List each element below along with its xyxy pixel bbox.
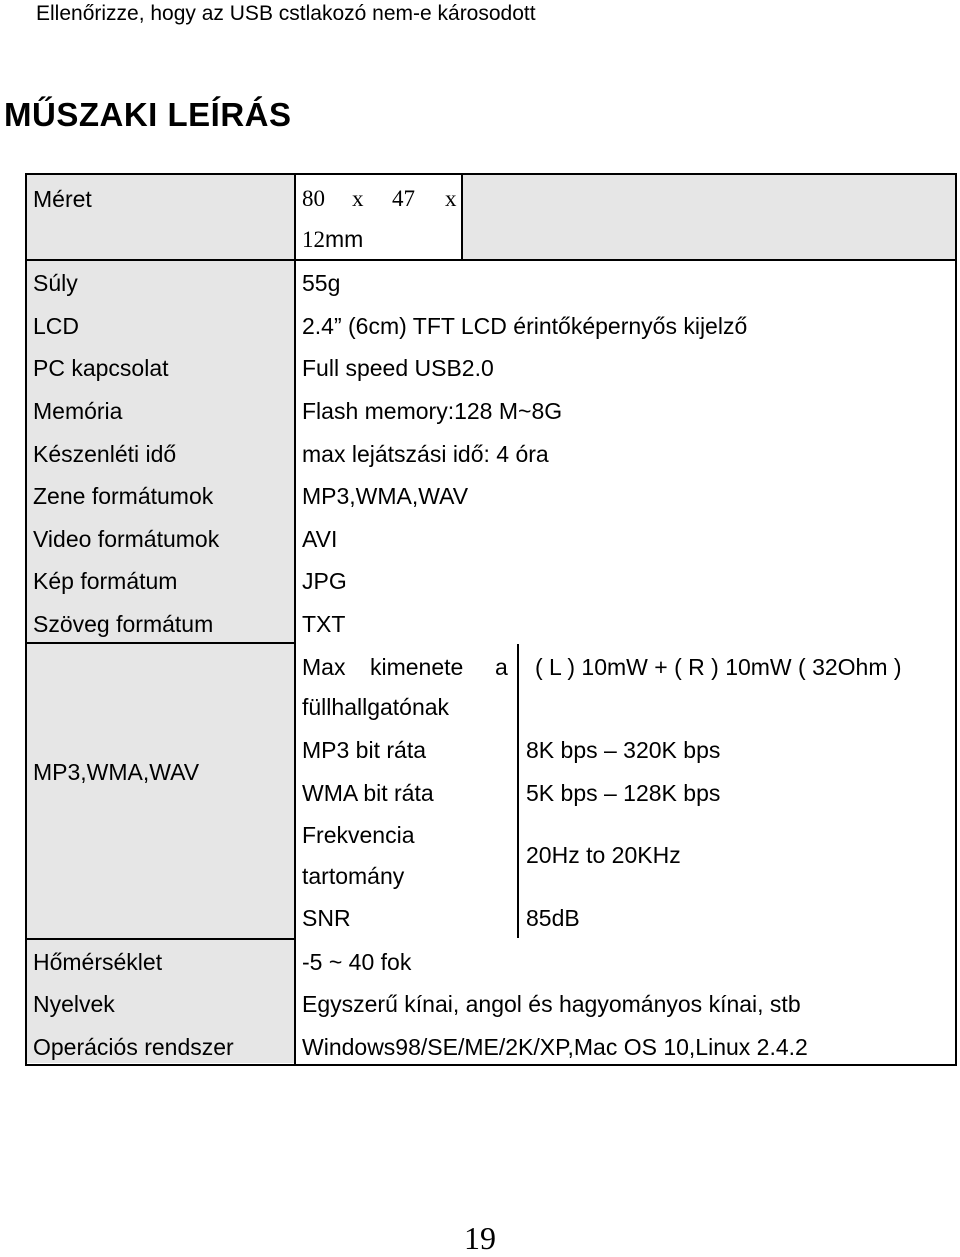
snr-value: 85dB <box>526 905 580 931</box>
label-size: Méret <box>33 186 92 212</box>
value-pc: Full speed USB2.0 <box>302 355 494 381</box>
value-languages: Egyszerű kínai, angol és hagyományos kínai, stb <box>302 991 801 1017</box>
label-standby: Készenléti idő <box>33 441 177 467</box>
value-video: AVI <box>302 526 338 552</box>
value-lcd: 2.4” (6cm) TFT LCD érintőképernyős kijelző <box>302 313 748 339</box>
label-image: Kép formátum <box>33 568 178 594</box>
frequency-value: 20Hz to 20KHz <box>526 842 681 868</box>
label-os: Operációs rendszer <box>33 1034 234 1060</box>
usb-check-note: Ellenőrizze, hogy az USB cstlakozó nem-e károsodott <box>36 2 536 25</box>
value-memory: Flash memory:128 M~8G <box>302 398 563 424</box>
label-memory: Memória <box>33 398 123 424</box>
value-music: MP3,WMA,WAV <box>302 483 469 509</box>
label-languages: Nyelvek <box>33 991 115 1017</box>
label-text: Szöveg formátum <box>33 611 214 637</box>
label-weight: Súly <box>33 270 78 296</box>
value-text: TXT <box>302 611 346 637</box>
snr-label: SNR <box>302 905 351 931</box>
value-standby: max lejátszási idő: 4 óra <box>302 441 549 467</box>
label-music: Zene formátumok <box>33 483 214 509</box>
page-number: 19 <box>464 1220 496 1256</box>
label-video: Video formátumok <box>33 526 220 552</box>
wma-bitrate-label: WMA bit ráta <box>302 780 434 806</box>
label-pc: PC kapcsolat <box>33 355 169 381</box>
label-temperature: Hőmérséklet <box>33 949 163 975</box>
value-temperature: -5 ~ 40 fok <box>302 949 412 975</box>
mp3-bitrate-label: MP3 bit ráta <box>302 737 426 763</box>
value-os: Windows98/SE/ME/2K/XP,Mac OS 10,Linux 2.4.2 <box>302 1034 808 1060</box>
label-lcd: LCD <box>33 313 80 339</box>
max-output-value: ( L ) 10mW + ( R ) 10mW ( 32Ohm ) <box>535 654 902 680</box>
value-image: JPG <box>302 568 347 594</box>
spec-table: Méret 80 x 47 x 12mm Súly 55g LCD 2.4” (6cm) TFT LCD érintőképernyős kijelző PC kapcsolat Full speed USB2.0 Memória Flash memory:128 M~8G Készenléti idő max lejátszási idő: 4 óra Zene formátumok MP3,WMA,WAV Video formátumok AVI Kép formátum JPG Szöveg formátum TXT MP3,WMA,WAV Max kimenete a füllhallgatónak ( L ) 10mW + ( R ) 10mW ( 32Ohm ) MP3 bit ráta 8K bps – 320K bps WMA bit ráta 5K bps – 128K bps Frekvencia tartomány 20Hz to 20KHz SNR 85dB Hőmérséklet -5 ~ 40 fok Nyelvek Egyszerű kínai, angol és hagyományos kínai, stb Operációs rendszer Windows98/SE/ME/2K/XP,Mac OS 10,Linux 2.4.2 <box>25 173 957 1066</box>
wma-bitrate-value: 5K bps – 128K bps <box>526 780 721 806</box>
label-audio: MP3,WMA,WAV <box>33 759 200 785</box>
page-title: MŰSZAKI LEÍRÁS <box>4 96 292 133</box>
corner-gray-cell <box>462 175 955 259</box>
value-weight: 55g <box>302 270 341 296</box>
mp3-bitrate-value: 8K bps – 320K bps <box>526 737 721 763</box>
